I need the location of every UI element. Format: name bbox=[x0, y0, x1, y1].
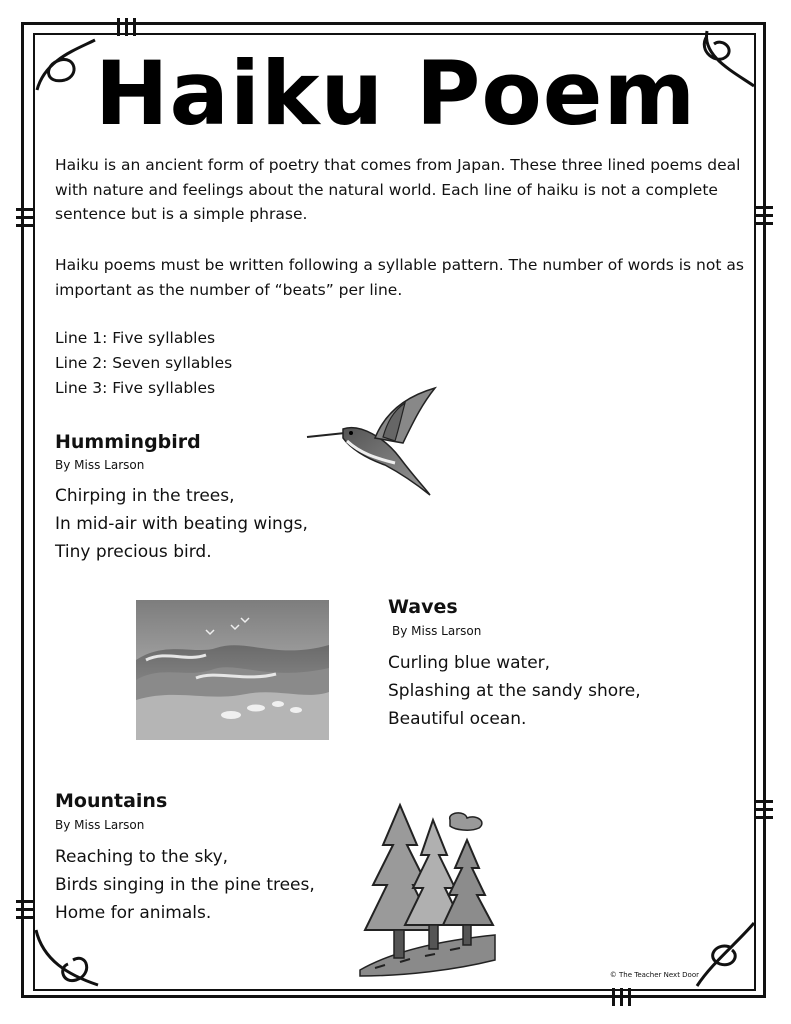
border-tick bbox=[755, 222, 773, 225]
hummingbird-icon bbox=[305, 383, 445, 503]
syllable-line: Line 2: Seven syllables bbox=[55, 354, 233, 372]
syllable-line: Line 3: Five syllables bbox=[55, 379, 216, 397]
border-tick bbox=[16, 908, 34, 911]
poem-author: By Miss Larson bbox=[55, 818, 145, 832]
syllable-line: Line 1: Five syllables bbox=[55, 329, 216, 347]
poem-line: In mid-air with beating wings, bbox=[55, 514, 308, 534]
poem-line: Birds singing in the pine trees, bbox=[55, 875, 315, 895]
poem-lines-waves bbox=[388, 649, 641, 733]
border-tick bbox=[16, 216, 34, 219]
poem-title-hummingbird: Hummingbird bbox=[55, 431, 201, 453]
poem-line: Tiny precious bird. bbox=[55, 542, 212, 562]
syllable-line-list bbox=[55, 326, 232, 401]
border-tick bbox=[16, 208, 34, 211]
border-tick bbox=[620, 988, 623, 1006]
border-tick bbox=[755, 816, 773, 819]
poem-title-mountains: Mountains bbox=[55, 790, 168, 812]
border-tick bbox=[755, 206, 773, 209]
border-tick bbox=[125, 18, 128, 36]
poem-title-waves: Waves bbox=[388, 596, 458, 618]
poem-line: Home for animals. bbox=[55, 903, 212, 923]
page-title: Haiku Poem bbox=[94, 42, 697, 145]
border-tick bbox=[16, 916, 34, 919]
poem-line: Chirping in the trees, bbox=[55, 486, 235, 506]
poem-line: Reaching to the sky, bbox=[55, 847, 229, 867]
syllable-pattern-paragraph: Haiku poems must be written following a syllable pattern. The number of words is not as important as the number of “beats” per line. bbox=[55, 256, 744, 299]
poem-line: Curling blue water, bbox=[388, 653, 551, 673]
pine-trees-icon bbox=[355, 800, 505, 978]
poem-line: Beautiful ocean. bbox=[388, 709, 527, 729]
intro-paragraph: Haiku is an ancient form of poetry that comes from Japan. These three lined poems deal with nature and feelings about the natural world. Each line of haiku is not a complete sentence but is a simple phrase. bbox=[55, 156, 741, 223]
poem-line: Splashing at the sandy shore, bbox=[388, 681, 641, 701]
border-tick bbox=[16, 900, 34, 903]
border-tick bbox=[133, 18, 136, 36]
poem-lines-hummingbird bbox=[55, 482, 308, 566]
border-tick bbox=[628, 988, 631, 1006]
corner-swirl-icon bbox=[692, 918, 762, 993]
border-tick bbox=[755, 808, 773, 811]
poem-author: By Miss Larson bbox=[392, 624, 482, 638]
poem-author: By Miss Larson bbox=[55, 458, 145, 472]
border-tick bbox=[612, 988, 615, 1006]
copyright-text: © The Teacher Next Door bbox=[609, 971, 699, 979]
ocean-waves-icon bbox=[136, 600, 329, 740]
border-tick bbox=[117, 18, 120, 36]
corner-swirl-icon bbox=[28, 920, 103, 995]
border-tick bbox=[16, 224, 34, 227]
border-tick bbox=[755, 214, 773, 217]
border-tick bbox=[755, 800, 773, 803]
poem-lines-mountains bbox=[55, 843, 315, 927]
